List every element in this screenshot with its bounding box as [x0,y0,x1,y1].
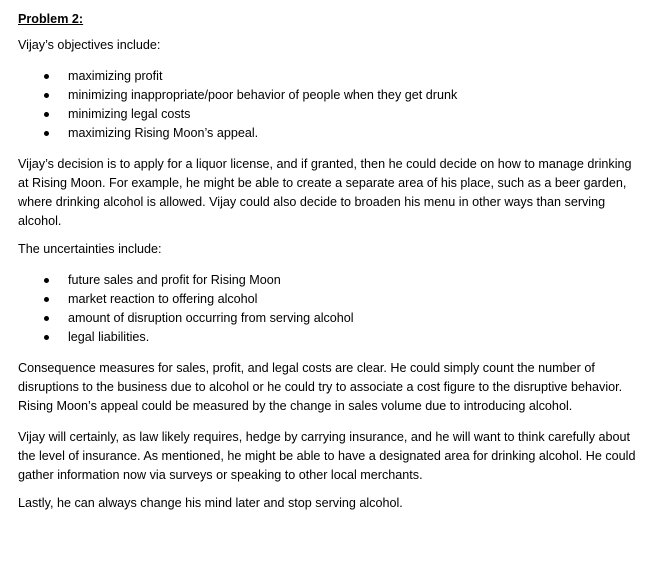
bullet-icon [44,74,49,79]
lastly-paragraph: Lastly, he can always change his mind later and stop serving alcohol. [18,496,403,510]
bullet-icon [44,278,49,283]
list-item: future sales and profit for Rising Moon [18,271,636,290]
list-item: market reaction to offering alcohol [18,290,636,309]
bullet-icon [44,112,49,117]
insurance-paragraph: Vijay will certainly, as law likely requires, hedge by carrying insurance, and he will want to think carefully about the level of insurance. As mentioned, he might be able to have a designated area for drinking alcohol. He could gather information now via surveys or speaking to other local merchants. [18,430,636,482]
bullet-icon [44,131,49,136]
bullet-icon [44,316,49,321]
list-item: maximizing Rising Moon’s appeal. [18,124,636,143]
bullet-icon [44,335,49,340]
consequence-paragraph: Consequence measures for sales, profit, and legal costs are clear. He could simply count the number of disruptions to the business due to alcohol or he could try to associate a cost figure to the disruptive behavior. Rising Moon’s appeal could be measured by the change in sales volume due to introducing alcohol. [18,361,623,413]
uncertainties-list [18,271,636,347]
list-item: legal liabilities. [18,328,636,347]
list-item: minimizing legal costs [18,105,636,124]
decision-paragraph: Vijay’s decision is to apply for a liquor license, and if granted, then he could decide on how to manage drinking at Rising Moon. For example, he might be able to create a separate area of his place, such as a beer garden, where drinking alcohol is allowed. Vijay could also decide to broaden his menu in other ways than serving alcohol. [18,157,632,228]
problem-heading: Problem 2: [18,12,84,26]
objectives-intro: Vijay’s objectives include: [18,38,161,52]
list-item: maximizing profit [18,67,636,86]
bullet-icon [44,297,49,302]
uncertainties-intro: The uncertainties include: [18,242,162,256]
objectives-list [18,67,636,143]
bullet-icon [44,93,49,98]
list-item: minimizing inappropriate/poor behavior of people when they get drunk [18,86,636,105]
document-body [18,10,636,513]
list-item: amount of disruption occurring from serving alcohol [18,309,636,328]
